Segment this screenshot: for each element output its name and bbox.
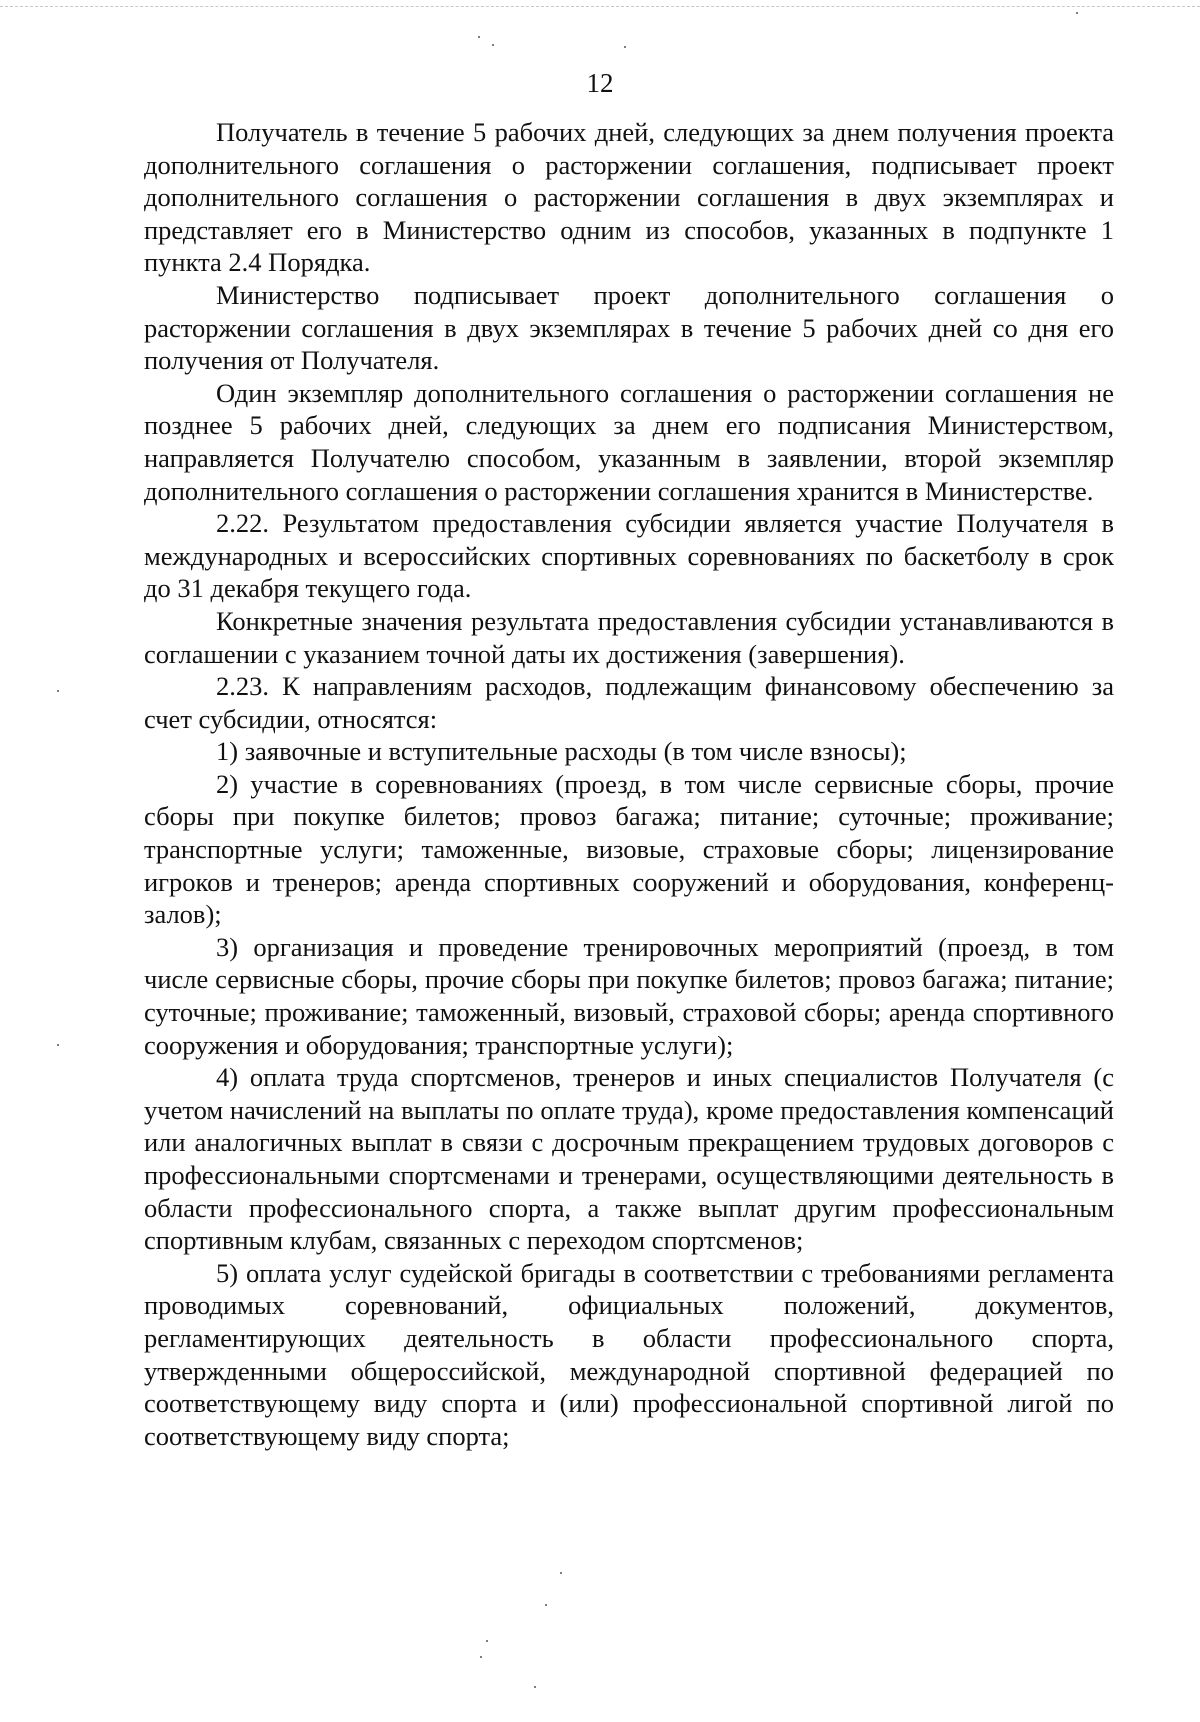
scan-speck [560, 1572, 562, 1574]
scan-speck [1076, 12, 1078, 14]
scan-speck [480, 1656, 482, 1658]
document-body [144, 116, 1114, 1452]
scan-speck [624, 46, 626, 48]
scan-speck [57, 1044, 59, 1046]
list-item-2-competitions: 2) участие в соревнованиях (проезд, в том числе сервисные сборы, прочие сборы при покупке билетов; провоз багажа; питание; суточные; проживание; транспортные услуги; таможенные, визовые, страховые сборы; лицензирование игроков и тренеров; аренда спортивных сооружений и оборудования, конференц-залов); [144, 768, 1114, 930]
paragraph-2-22-result: 2.22. Результатом предоставления субсидии является участие Получателя в международных и всероссийских спортивных соревнованиях по баскетболу в срок до 31 декабря текущего года. [144, 508, 1114, 604]
scan-speck [57, 690, 59, 692]
paragraph-ministry-signing: Министерство подписывает проект дополнительного соглашения о расторжении соглашения в двух экземплярах в течение 5 рабочих дней со дня его получения от Получателя. [144, 279, 1114, 376]
paragraph-recipient-signing: Получатель в течение 5 рабочих дней, следующих за днем получения проекта дополнительного соглашения о расторжении соглашения, подписывает проект дополнительного соглашения о расторжении соглашения в двух экземплярах и представляет его в Министерство одним из способов, указанных в подпункте 1 пункта 2.4 Порядка. [144, 117, 1114, 278]
paragraph-2-23-expenses: 2.23. К направлениям расходов, подлежащим финансовому обеспечению за счет субсидии, относятся: [144, 671, 1114, 734]
scan-speck [478, 36, 480, 38]
scan-top-edge [0, 6, 1200, 7]
scan-speck [486, 1640, 488, 1642]
paragraph-copy-distribution: Один экземпляр дополнительного соглашения о расторжении соглашения не позднее 5 рабочих дней, следующих за днем его подписания Министерством, направляется Получателю способом, указанным в заявлении, второй экземпляр дополнительного соглашения о расторжении соглашения хранится в Министерстве. [144, 377, 1114, 506]
list-item-4-salaries: 4) оплата труда спортсменов, тренеров и иных специалистов Получателя (с учетом начислений на выплаты по оплате труда), кроме предоставления компенсаций или аналогичных выплат в связи с досрочным прекращением трудовых договоров с профессиональными спортсменами и тренерами, осуществляющими деятельность в области профессионального спорта, а также выплат другим профессиональным спортивным клубам, связанных с переходом спортсменов; [144, 1062, 1114, 1256]
list-item-5-referees: 5) оплата услуг судейской бригады в соответствии с требованиями регламента проводимых соревнований, официальных положений, документов, регламентирующих деятельность в области профессионального спорта, утвержденными общероссийской, международной спортивной федерацией по соответствующему виду спорта и (или) профессиональной спортивной лигой по соответствующему виду спорта; [144, 1257, 1114, 1451]
page-number: 12 [586, 68, 614, 98]
list-item-3-training: 3) организация и проведение тренировочных мероприятий (проезд, в том числе сервисные сборы, прочие сборы при покупке билетов; провоз багажа; питание; суточные; проживание; таможенный, визовый, страховой сборы; аренда спортивного сооружения и оборудования; транспортные услуги); [144, 931, 1114, 1060]
list-item-1-entry-fees: 1) заявочные и вступительные расходы (в том числе взносы); [216, 736, 907, 767]
scan-speck [534, 1686, 536, 1688]
paragraph-result-values: Конкретные значения результата предоставления субсидии устанавливаются в соглашении с указанием точной даты их достижения (завершения). [144, 605, 1114, 669]
scan-speck [545, 1604, 547, 1606]
scan-speck [492, 44, 494, 46]
